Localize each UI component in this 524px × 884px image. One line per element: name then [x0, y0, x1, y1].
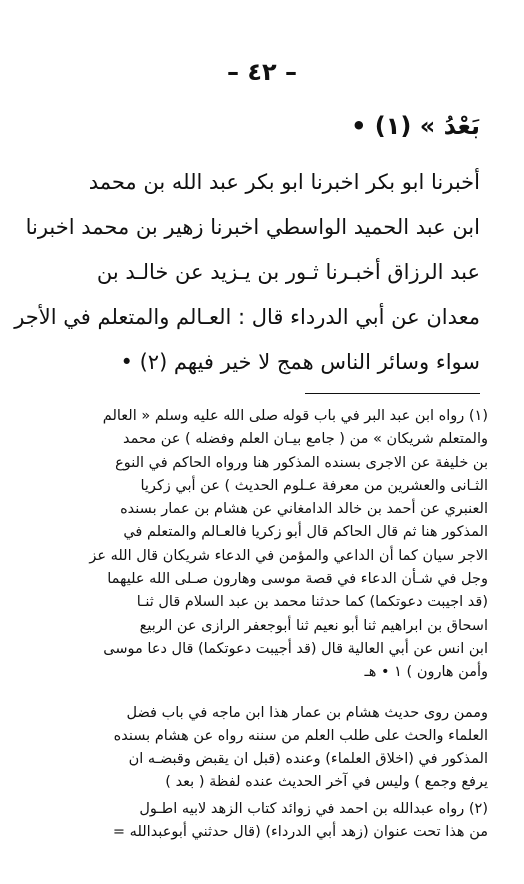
footnote-line: المذكور هنا ثم قال الحاكم قال أبو زكريا فالعـالم والمتعلم في	[123, 524, 488, 541]
footnote-line: يرفع وجمع ) وليس في آخر الحديث عنده لفظة ( بعد )	[165, 774, 488, 790]
footnote-line: الثـانى والعشرين من معرفة عـلوم الحديث ) عن أبي زكريا	[140, 477, 488, 494]
main-text-line: معدان عن أبي الدرداء قال : العـالم والمتعلم في الأجر	[14, 305, 480, 329]
footnote-line: بن خليفة عن الاجرى بسنده المذكور هنا ورواه الحاكم في النوع	[115, 454, 488, 471]
main-text-line: أخبرنا ابو بكر اخبرنا ابو بكر عبد الله بن محمد	[88, 170, 480, 194]
main-paragraph	[14, 160, 480, 385]
footnote-divider	[305, 393, 480, 394]
footnote-line: (٢) رواه عبدالله بن احمد في زوائد كتاب الزهد لابيه اطـول	[139, 801, 488, 817]
footnote-line: المذكور في (اخلاق العلماء) وعنده (قبل ان يقبض وقبضـه ان	[128, 751, 488, 767]
footnote-line: الاجر سيان كما أن الداعي والمؤمن في الدعاء شريكان قال الله عز	[89, 547, 488, 564]
footnote-line: ابن انس عن أبي العالية قال (قد أجيبت دعوتكما) قال دعا موسى	[103, 640, 488, 657]
footnote-1-continuation	[40, 702, 488, 794]
footnote-line: من هذا تحت عنوان (زهد أبي الدرداء) (قال حدثني أبوعبدالله =	[112, 824, 488, 840]
footnote-2	[40, 798, 488, 844]
main-text-line: عبد الرزاق أخبـرنا ثـور بن يـزيد عن خالـد بن	[96, 260, 480, 284]
footnote-1	[40, 405, 488, 685]
main-text-line: سواء وسائر الناس همج لا خير فيهم (٢) •	[120, 350, 480, 374]
footnote-line: وجل في شـأن الدعاء في قصة موسى وهارون صـلى الله عليهما	[107, 571, 488, 588]
footnote-line: والمتعلم شريكان » من ( جامع بيـان العلم وفضله ) عن محمد	[123, 431, 488, 448]
page-number: – ٤٢ –	[226, 58, 297, 86]
footnote-line: اسحاق بن ابراهيم ثنا أبو نعيم ثنا أبوجعفر الرازى عن الربيع	[139, 617, 488, 634]
footnote-line: (قد اجيبت دعوتكما) كما حدثنا محمد بن عبد السلام قال ثنـا	[136, 594, 488, 611]
footnote-line: العلماء والحث على طلب العلم من سننه رواه عن هشام بسنده	[113, 728, 488, 744]
main-text-line: ابن عبد الحميد الواسطي اخبرنا زهير بن محمد اخبرنا	[25, 215, 480, 239]
footnote-line: وأمن هارون ) ١ • هـ	[364, 664, 488, 681]
footnote-line: وممن روى حديث هشام بن عمار هذا ابن ماجه في باب فضل	[126, 705, 488, 721]
footnote-line: (١) رواه ابن عبد البر في باب قوله صلى الله عليه وسلم « العالم	[102, 408, 488, 424]
section-heading: بَعْدُ » (١) •	[351, 112, 480, 140]
footnote-line: العنبري عن أحمد بن خالد الدامغاني عن هشام بن عمار بسنده	[120, 501, 488, 518]
